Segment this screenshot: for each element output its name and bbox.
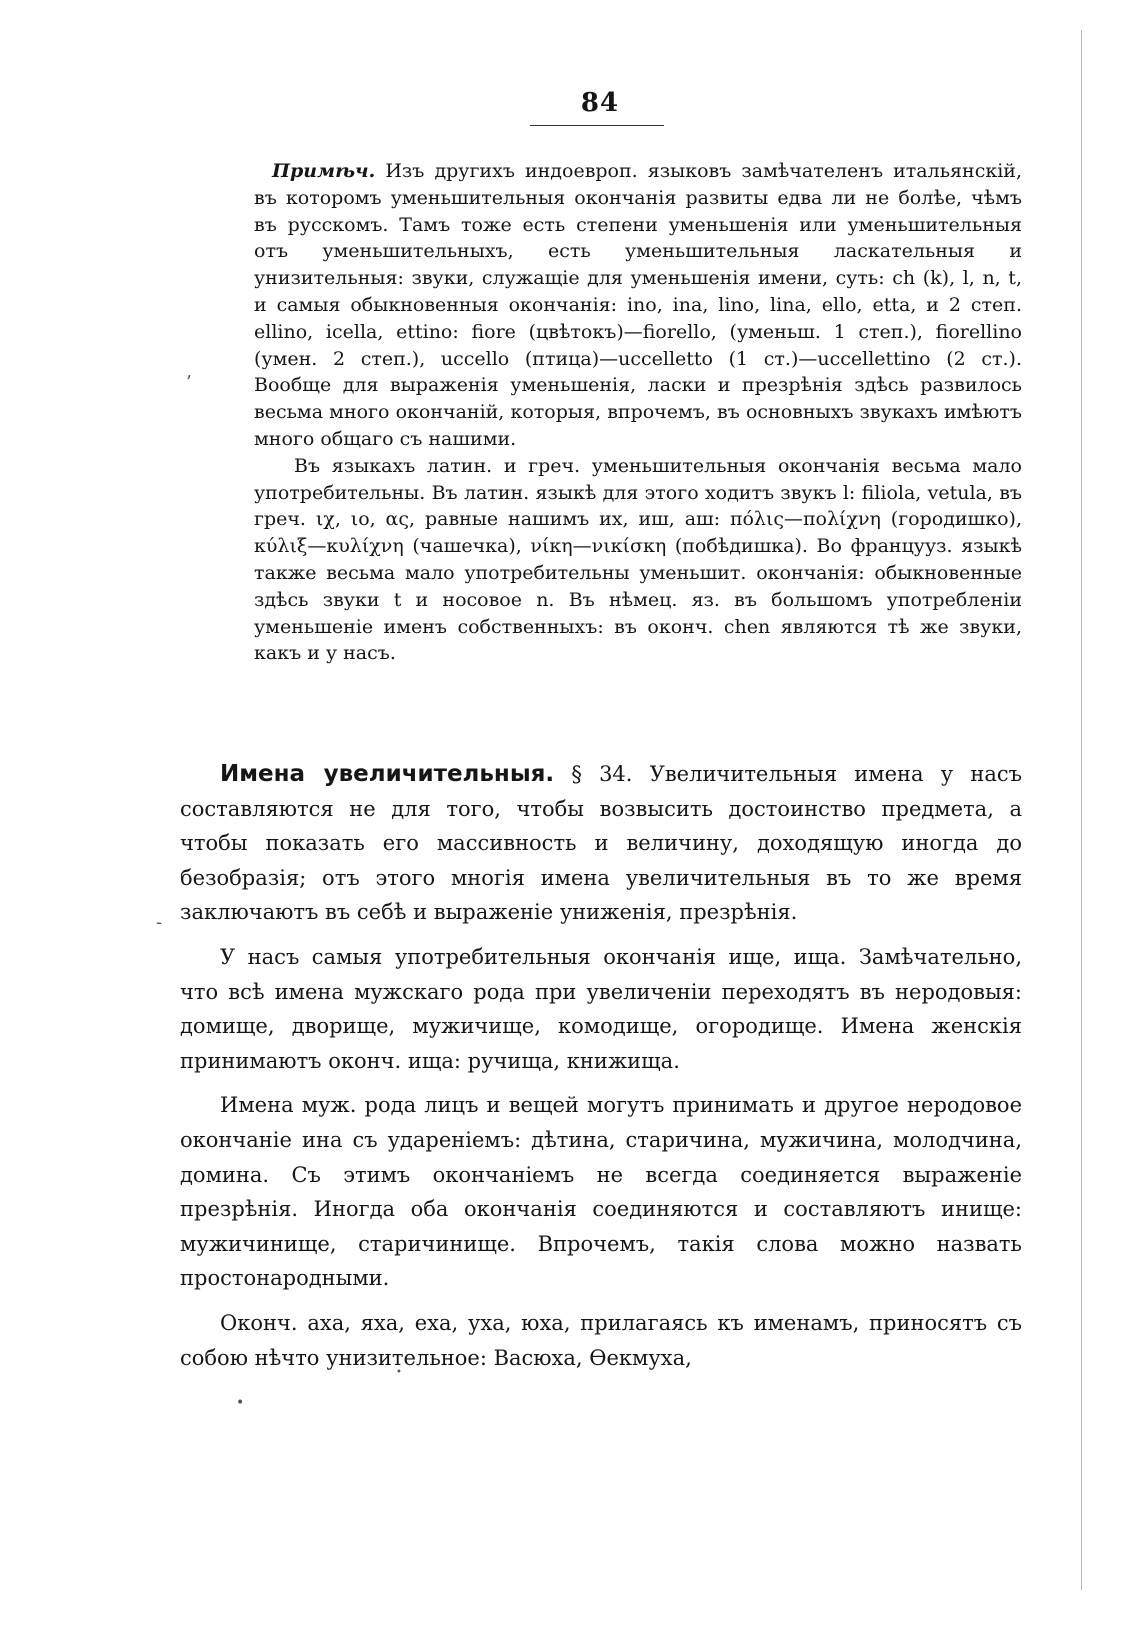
section-heading: Имена увеличительныя. [220, 761, 555, 787]
section-paragraph [180, 757, 1022, 930]
paragraph-text: Имена муж. рода лицъ и вещей могутъ принимать и другое неродовое окончаніе ина съ удареніемъ: дѣтина, старичина, мужичина, молодчина, домина. Съ этимъ окончаніемъ не всегда соединяется выраженіе презрѣнія. Иногда оба окончанія соединяются и составляютъ инище: мужичинище, старичинище. Впрочемъ, такія слова можно назвать простонародными. [180, 1093, 1022, 1291]
section-paragraph [180, 1306, 1022, 1375]
paragraph-text: Оконч. аха, яха, еха, уха, юха, прилагаясь къ именамъ, приносятъ съ собою нѣчто унизительное: Васюха, Ѳекмуха, [180, 1310, 1022, 1370]
note-paragraph [254, 453, 1022, 667]
section-paragraph [180, 1088, 1022, 1296]
note-label: Примѣч. [272, 160, 376, 182]
note-text: Въ языкахъ латин. и греч. уменьшительныя окончанія весьма мало употребительны. Въ латин. языкѣ для этого ходитъ звукъ l: filiola, vetula, въ греч. ιχ, ιο, ας, равные нашимъ их, иш, аш: πόλις—πολίχνη (городишко), κύλιξ—κυλίχνη (чашечка), νίκη—νικίσκη (побѣдишка). Во францууз. языкѣ также весьма мало употребительны уменьшит. окончанія: обыкновенные здѣсь звуки t и носовое n. Въ нѣмец. яз. въ большомъ употребленіи уменьшеніе именъ собственныхъ: въ оконч. chen являются тѣ же звуки, какъ и у насъ. [254, 454, 1022, 665]
main-text [180, 757, 1022, 1385]
note-paragraph [254, 158, 1022, 453]
paragraph-text: У насъ самыя употребительныя окончанія ище, ища. Замѣчательно, что всѣ имена мужскаго рода при увеличеніи переходятъ въ неродовыя: домище, дворище, мужичище, комодище, огородище. Имена женскія принимаютъ оконч. ища: ручища, книжища. [180, 944, 1022, 1073]
page-number: 84 [580, 88, 620, 118]
stray-dot: • [236, 1395, 245, 1411]
section-paragraph [180, 940, 1022, 1078]
page-number-rule [530, 125, 664, 126]
page-edge-line [1081, 30, 1082, 1590]
paragraph-text: § 34. Увеличительныя имена у насъ составляются не для того, чтобы возвысить достоинство предмета, а чтобы показать его массивность и величину, доходящую иногда до безобразія; отъ этого многія имена увеличительныя въ то же время заключаютъ въ себѣ и выраженіе униженія, презрѣнія. [180, 762, 1022, 925]
note-text: Изъ другихъ индоевроп. языковъ замѣчателенъ итальянскій, въ которомъ уменьшительныя окончанія развиты едва ли не болѣе, чѣмъ въ русскомъ. Тамъ тоже есть степени уменьшенія или уменьшительныя отъ уменьшительныхъ, есть уменьшительныя ласкательныя и унизительныя: звуки, служащіе для уменьшенія имени, суть: ch (k), l, n, t, и самыя обыкновенныя окончанія: ino, ina, lino, lina, ello, etta, и 2 степ. ellino, icella, ettino: fiore (цвѣтокъ)—fiorello, (уменьш. 1 степ.), fiorellino (умен. 2 степ.), uccello (птица)—uccelletto (1 ст.)—uccellettino (2 ст.). Вообще для выраженія уменьшенія, ласки и презрѣнія здѣсь развилось весьма много окончаній, которыя, впрочемъ, въ основныхъ звукахъ имѣютъ много общаго съ нашими. [254, 160, 1022, 450]
footnote-block [254, 158, 1022, 667]
margin-mark: - [156, 912, 163, 933]
stray-dot: • [396, 1367, 402, 1378]
margin-mark: ’ [186, 372, 192, 393]
